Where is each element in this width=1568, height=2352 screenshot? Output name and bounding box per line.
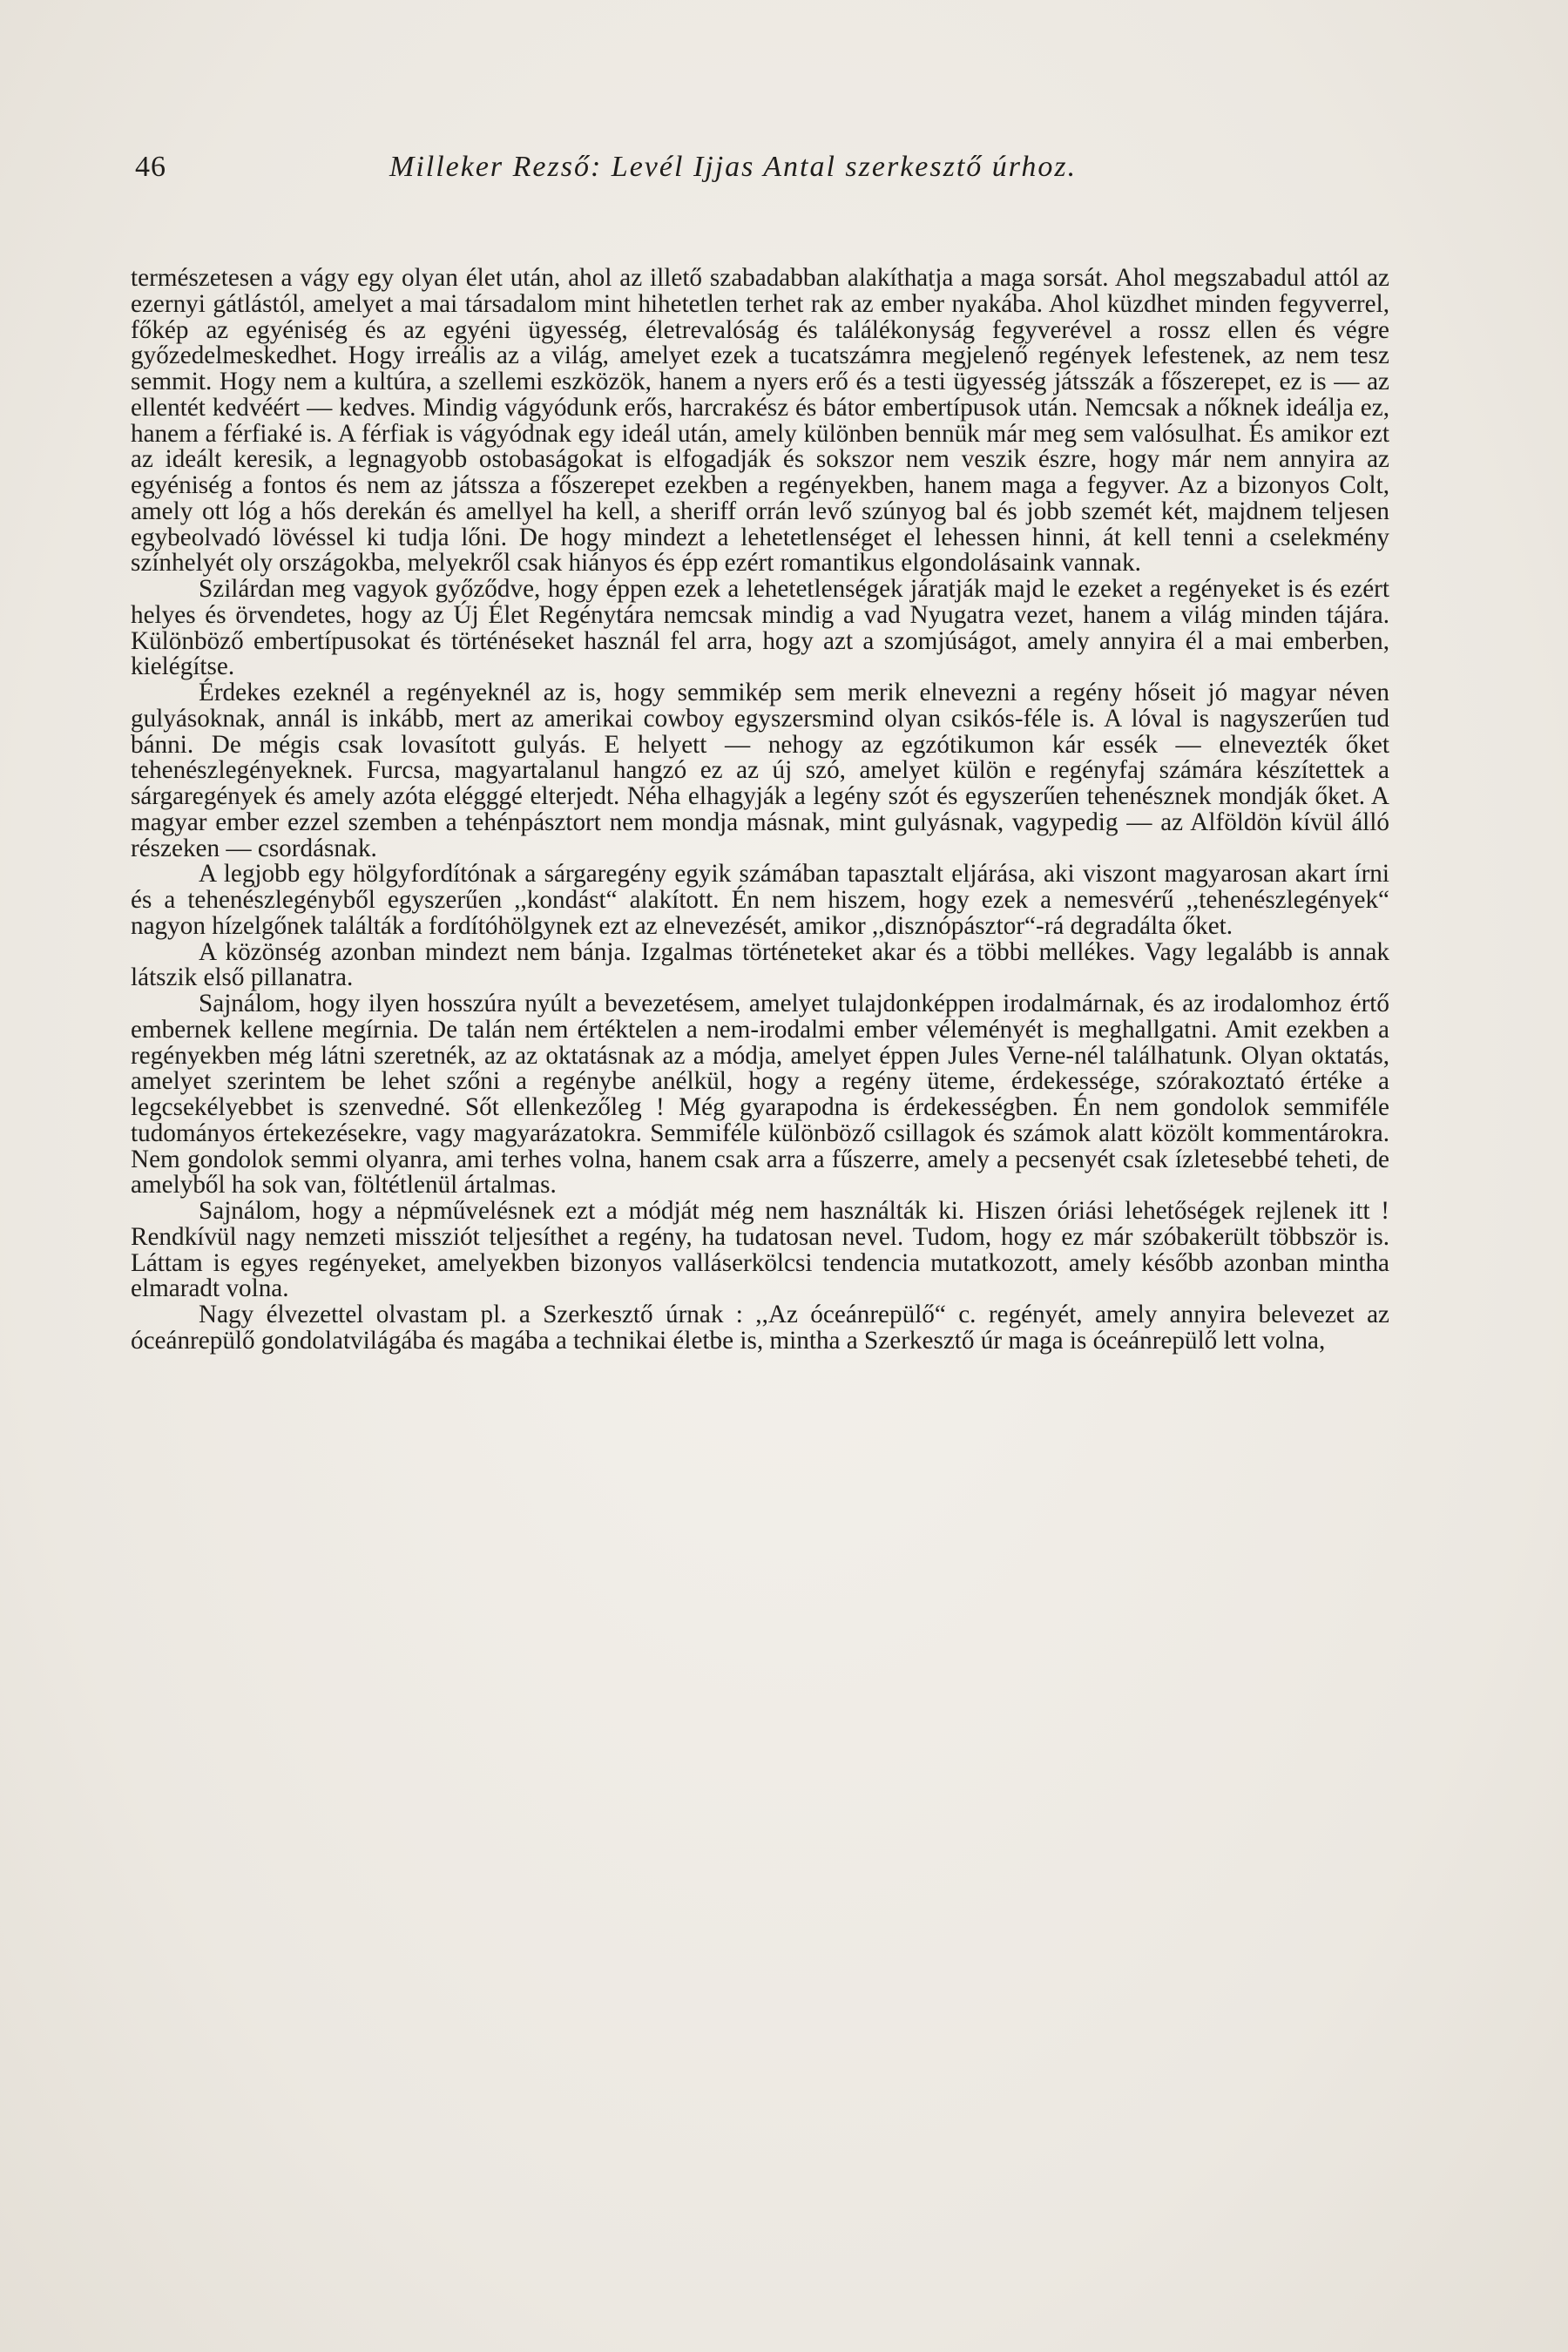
page-header — [135, 150, 1389, 185]
paragraph: Sajnálom, hogy ilyen hosszúra nyúlt a bevezetésem, amelyet tulajdonképpen irodalmárnak, és az irodalomhoz értő embernek kellene megírnia. De talán nem értéktelen a nem-irodalmi ember véleményét is meghallgatni. Amit ezekben a regényekben még látni szeretnék, az az oktatásnak az a módja, amelyet éppen Jules Verne-nél találhatunk. Olyan oktatás, amelyet szerintem be lehet szőni a regénybe anélkül, hogy a regény üteme, érdekessége, szórakoztató értéke a legcsekélyebbet is szenvedné. Sőt ellenkezőleg ! Még gyarapodna is érdekességben. Én nem gondolok semmiféle tudományos értekezésekre, vagy magyarázatokra. Semmiféle különböző csillagok és számok alatt közölt kommentárokra. Nem gondolok semmi olyanra, ami terhes volna, hanem csak arra a fűszerre, amely a pecsenyét csak ízletesebbé teheti, de amelyből ha sok van, föltétlenül ártalmas. — [131, 990, 1389, 1200]
paragraph: A legjobb egy hölgyfordítónak a sárgaregény egyik számában tapasztalt eljárása, aki viszont magyarosan akart írni és a tehenészlegényből egyszerűen ,,kondást“ alakított. Én nem hiszem, hogy ezek a nemesvérű ,,tehenészlegények“ nagyon hízelgőnek találták a fordítóhölgynek ezt az elnevezését, amikor ,,disznópásztor“-rá degradálta őket. — [131, 860, 1389, 940]
body-text — [131, 266, 1389, 1355]
paragraph: Érdekes ezeknél a regényeknél az is, hogy semmikép sem merik elnevezni a regény hőseit jó magyar néven gulyásoknak, annál is inkább, mert az amerikai cowboy egyszersmind olyan csikós-féle is. A lóval is nagyszerűen tud bánni. De mégis csak lovasított gulyás. E helyett — nehogy az egzótikumon kár essék — elnevezték őket tehenészlegényeknek. Furcsa, magyartalanul hangzó ez az új szó, amelyet külön e regényfaj számára készítettek a sárgaregények és amely azóta elégggé elterjedt. Néha elhagyják a legény szót és egyszerűen tehenésznek mondják őket. A magyar ember ezzel szemben a tehénpásztort nem mondja másnak, mint gulyásnak, vagypedig — az Alföldön kívül álló részeken — csordásnak. — [131, 679, 1389, 862]
paragraph: Sajnálom, hogy a népművelésnek ezt a módját még nem használták ki. Hiszen óriási lehetőségek rejlenek itt ! Rendkívül nagy nemzeti missziót teljesíthet a regény, ha tudatosan nevel. Tudom, hogy ez már szóbakerült többször is. Láttam is egyes regényeket, amelyekben bizonyos valláserkölcsi tendencia mutatkozott, amely később azonban mintha elmaradt volna. — [131, 1197, 1389, 1303]
paragraph: A közönség azonban mindezt nem bánja. Izgalmas történeteket akar és a többi mellékes. Vagy legalább is annak látszik első pillanatra. — [131, 937, 1389, 992]
running-head: Milleker Rezső: Levél Ijjas Antal szerkesztő úrhoz. — [389, 151, 1078, 183]
paragraph: természetesen a vágy egy olyan élet után, ahol az illető szabadabban alakíthatja a maga sorsát. Ahol megszabadul attól az ezernyi gátlástól, amelyet a mai társadalom mint hihetetlen terhet rak az ember nyakába. Ahol küzdhet minden fegyverrel, főkép az egyéniség és az egyéni ügyesség, életrevalóság és találékonyság fegyverével a rossz ellen és végre győzedelmeskedhet. Hogy irreális az a világ, amelyet ezek a tucatszámra megjelenő regények lefestenek, az nem tesz semmit. Hogy nem a kultúra, a szellemi eszközök, hanem a nyers erő és a testi ügyesség játsszák a főszerepet, ez is — az ellentét kedvéért — kedves. Mindig vágyódunk erős, harcrakész és bátor embertípusok után. Nemcsak a nőknek ideálja ez, hanem a férfiaké is. A férfiak is vágyódnak egy ideál után, amely különben bennük már meg sem valósulhat. És amikor ezt az ideált keresik, a legnagyobb ostobaságokat is elfogadják és sokszor nem veszik észre, hogy már nem annyira az egyéniség a fontos és nem az játssza a főszerepet ezekben a regényekben, hanem maga a fegyver. Az a bizonyos Colt, amely ott lóg a hős derekán és amellyel ha kell, a sheriff orrán levő szúnyog bal és jobb szemét két, majdnem teljesen egybeolvadó lövéssel ki tudja lőni. De hogy mindezt a lehetetlenséget el lehessen hinni, át kell tenni a cselekmény színhelyét oly országokba, melyekről csak hiányos és épp ezért romantikus elgondolásaink vannak. — [131, 264, 1389, 578]
paragraph: Nagy élvezettel olvastam pl. a Szerkesztő úrnak : ,,Az óceánrepülő“ c. regényét, amely annyira belevezet az óceánrepülő gondolatvilágába és magába a technikai életbe is, mintha a Szerkesztő úr maga is óceánrepülő lett volna, — [131, 1301, 1389, 1355]
paragraph: Szilárdan meg vagyok győződve, hogy éppen ezek a lehetetlenségek járatják majd le ezeket a regényeket is és ezért helyes és örvendetes, hogy az Új Élet Regénytára nemcsak mindig a vad Nyugatra vezet, hanem a világ minden tájára. Különböző embertípusokat és történéseket használ fel arra, hogy azt a szomjúságot, amely annyira él a mai emberben, kielégítse. — [131, 575, 1389, 681]
page-number: 46 — [135, 151, 166, 183]
